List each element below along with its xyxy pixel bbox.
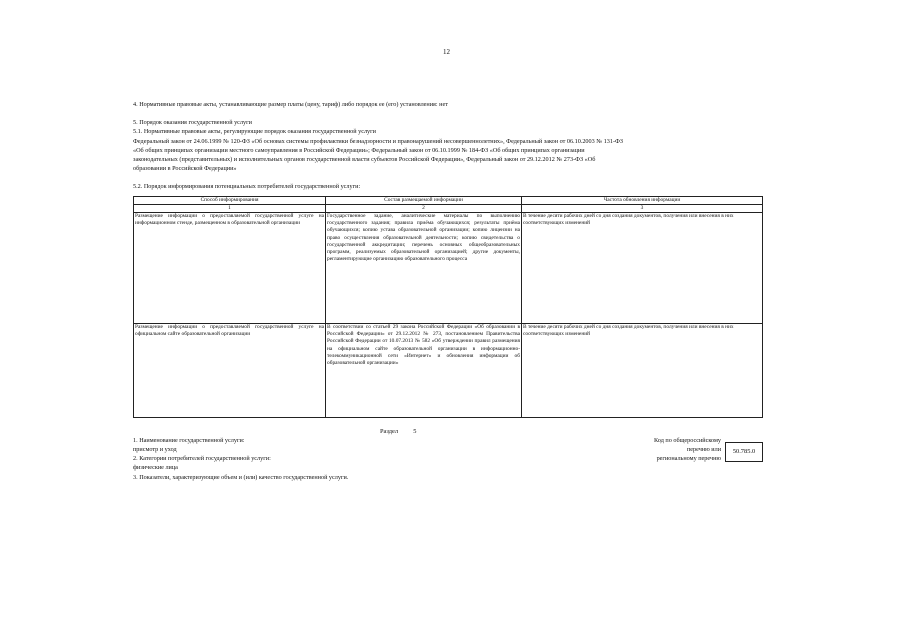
indicators-label: 3. Показатели, характеризующие объем и (или) качество государственной услуги. [133,474,349,481]
table-header-row [134,197,763,205]
laws-line-4: образовании в Российской Федерации» [133,165,237,172]
section-5-heading: 5. Порядок оказания государственной услуги [133,119,252,126]
section-number: 5 [413,428,417,435]
laws-line-3: законодательных (представительных) и исполнительных органов государственной власти субъектов Российской Федерации», Федеральный закон от 29.12.2012 № 273-ФЗ «Об [133,156,596,163]
column-number: 2 [326,205,522,213]
section-5-1-heading: 5.1. Нормативные правовые акты, регулирующие порядок оказания государственной услуги [133,128,376,135]
laws-line-2: «Об общих принципах организации местного самоуправления в Российской Федерации»; Федеральный закон от 06.10.1999 № 184-ФЗ «Об общих принципах организации [133,147,585,154]
cell-content: Государственное задание, аналитические материалы по выполнению государственного задания; правила приёма обучающихся; результаты приёма обучающихся; копию устава образовательной организации; копию лицензии на право осуществления образовательной деятельности; копию свидетельства о государственной аккредитации; перечень основных общеобразовательных программ, реализуемых образовательной организацией; другие документы, регламентирующие организацию образовательного процесса [326,213,522,324]
page-number: 12 [443,48,450,56]
cell-method: Размещение информации о предоставляемой государственной услуге на официальном сайте образовательной организации [134,324,326,418]
cell-frequency: В течение десяти рабочих дней со дня создания документов, получения или внесения в них соответствующих изменений [522,324,763,418]
laws-line-1: Федеральный закон от 24.06.1999 № 120-ФЗ «Об основах системы профилактики безнадзорности и правонарушений несовершеннолетних», Федеральный закон от 06.10.2003 № 131-ФЗ [133,138,624,145]
cell-content: В соответствии со статьей 29 закона Российской Федерации «Об образовании в Российской Федерации» от 29.12.2012 № 273, постановлением Правительства Российской Федерации от 10.07.2013 № 582 «Об утверждении правил размещения на официальном сайте образовательной организации в информационно-телекоммуникационной сети «Интернет» и обновления информации об образовательной организации» [326,324,522,418]
information-table [133,196,763,418]
service-name-value: присмотр и уход [133,446,177,453]
column-number: 3 [522,205,763,213]
code-label-line-3: региональному перечню [656,455,721,462]
table-number-row [134,205,763,213]
code-label-line-1: Код по общероссийскому [653,437,721,444]
consumer-category-label: 2. Категории потребителей государственной услуги: [133,455,271,462]
section-label: Раздел [380,428,399,435]
code-label-line-2: перечню или [686,446,721,453]
header-method: Способ информирования [134,197,326,205]
column-number: 1 [134,205,326,213]
cell-method: Размещение информации о предоставляемой государственной услуге на информационном стенде, размещенном в образовательной организации [134,213,326,324]
header-content: Состав размещаемой информации [326,197,522,205]
consumer-category-value: физические лица [133,464,178,471]
service-name-label: 1. Наименование государственной услуги: [133,437,245,444]
section-4-text: 4. Нормативные правовые акты, устанавливающие размер платы (цену, тариф) либо порядок ее (его) установления: нет [133,101,448,108]
cell-frequency: В течение десяти рабочих дней со дня создания документов, получения или внесения в них соответствующих изменений [522,213,763,324]
section-5-2-heading: 5.2. Порядок информирования потенциальных потребителей государственной услуги: [133,183,361,190]
header-frequency: Частота обновления информации [522,197,763,205]
section-title [380,428,417,435]
table-row [134,324,763,418]
table-row [134,213,763,324]
service-code-box: 50.785.0 [725,442,763,462]
